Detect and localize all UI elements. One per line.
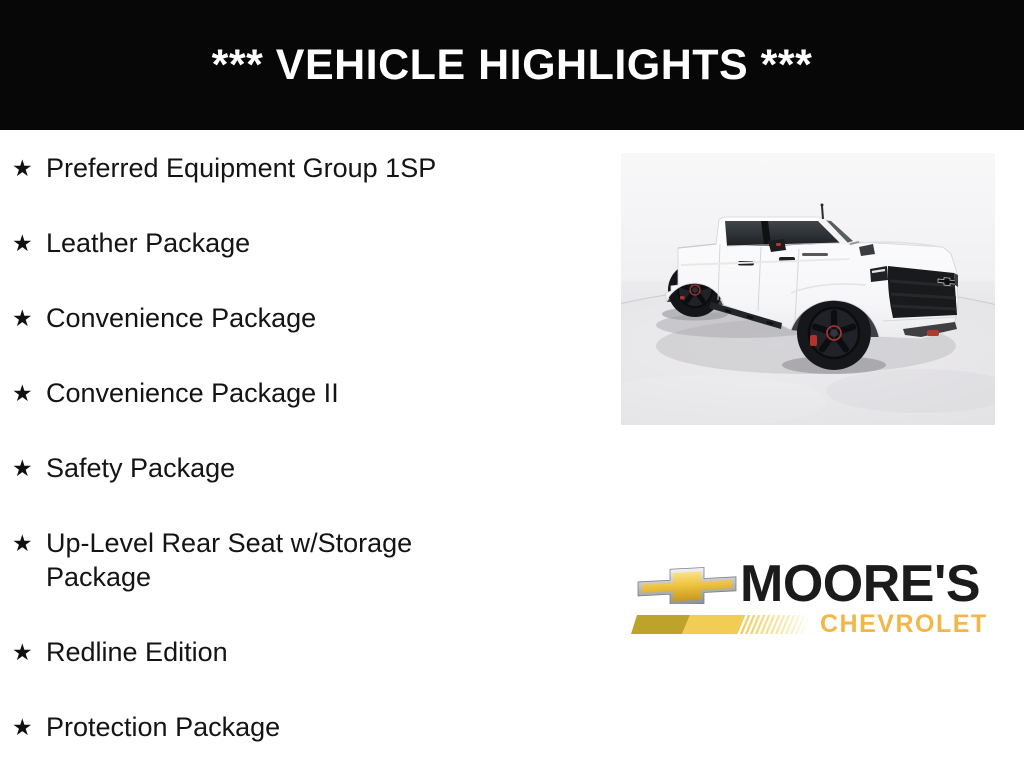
gold-stripe xyxy=(631,615,813,634)
highlight-text: Safety Package xyxy=(46,453,236,483)
highlight-text: Preferred Equipment Group 1SP xyxy=(46,153,437,183)
list-item xyxy=(12,151,502,185)
stripe-dark-segment xyxy=(631,615,690,634)
highlights-list xyxy=(12,151,502,744)
list-item xyxy=(12,451,502,485)
stripe-light-segment xyxy=(682,615,743,634)
highlight-text: Leather Package xyxy=(46,228,251,258)
vehicle-photo xyxy=(621,153,995,425)
chevrolet-bowtie-icon xyxy=(637,566,737,604)
star-bullet-icon: ★ xyxy=(12,639,33,665)
vehicle-highlights-banner xyxy=(0,0,1024,130)
star-bullet-icon: ★ xyxy=(12,530,33,556)
highlight-text: Convenience Package xyxy=(46,303,317,333)
banner-title: *** VEHICLE HIGHLIGHTS *** xyxy=(211,40,813,89)
list-item xyxy=(12,301,502,335)
truck-illustration xyxy=(621,153,995,425)
star-bullet-icon: ★ xyxy=(12,380,33,406)
star-bullet-icon: ★ xyxy=(12,305,33,331)
list-item xyxy=(12,526,502,594)
highlight-text: Convenience Package II xyxy=(46,378,339,408)
list-item xyxy=(12,376,502,410)
highlight-text: Up-Level Rear Seat w/Storage Package xyxy=(46,528,413,592)
highlight-text: Protection Package xyxy=(46,712,281,742)
star-bullet-icon: ★ xyxy=(12,455,33,481)
stripe-hatch-fade xyxy=(735,615,810,634)
star-bullet-icon: ★ xyxy=(12,714,33,740)
brand-name: CHEVROLET xyxy=(820,610,988,638)
list-item xyxy=(12,635,502,669)
list-item xyxy=(12,226,502,260)
highlight-text: Redline Edition xyxy=(46,637,228,667)
list-item xyxy=(12,710,502,744)
dealer-logo xyxy=(628,550,1000,650)
star-bullet-icon: ★ xyxy=(12,230,33,256)
dealer-name: MOORE'S xyxy=(740,555,980,613)
star-bullet-icon: ★ xyxy=(12,155,33,181)
